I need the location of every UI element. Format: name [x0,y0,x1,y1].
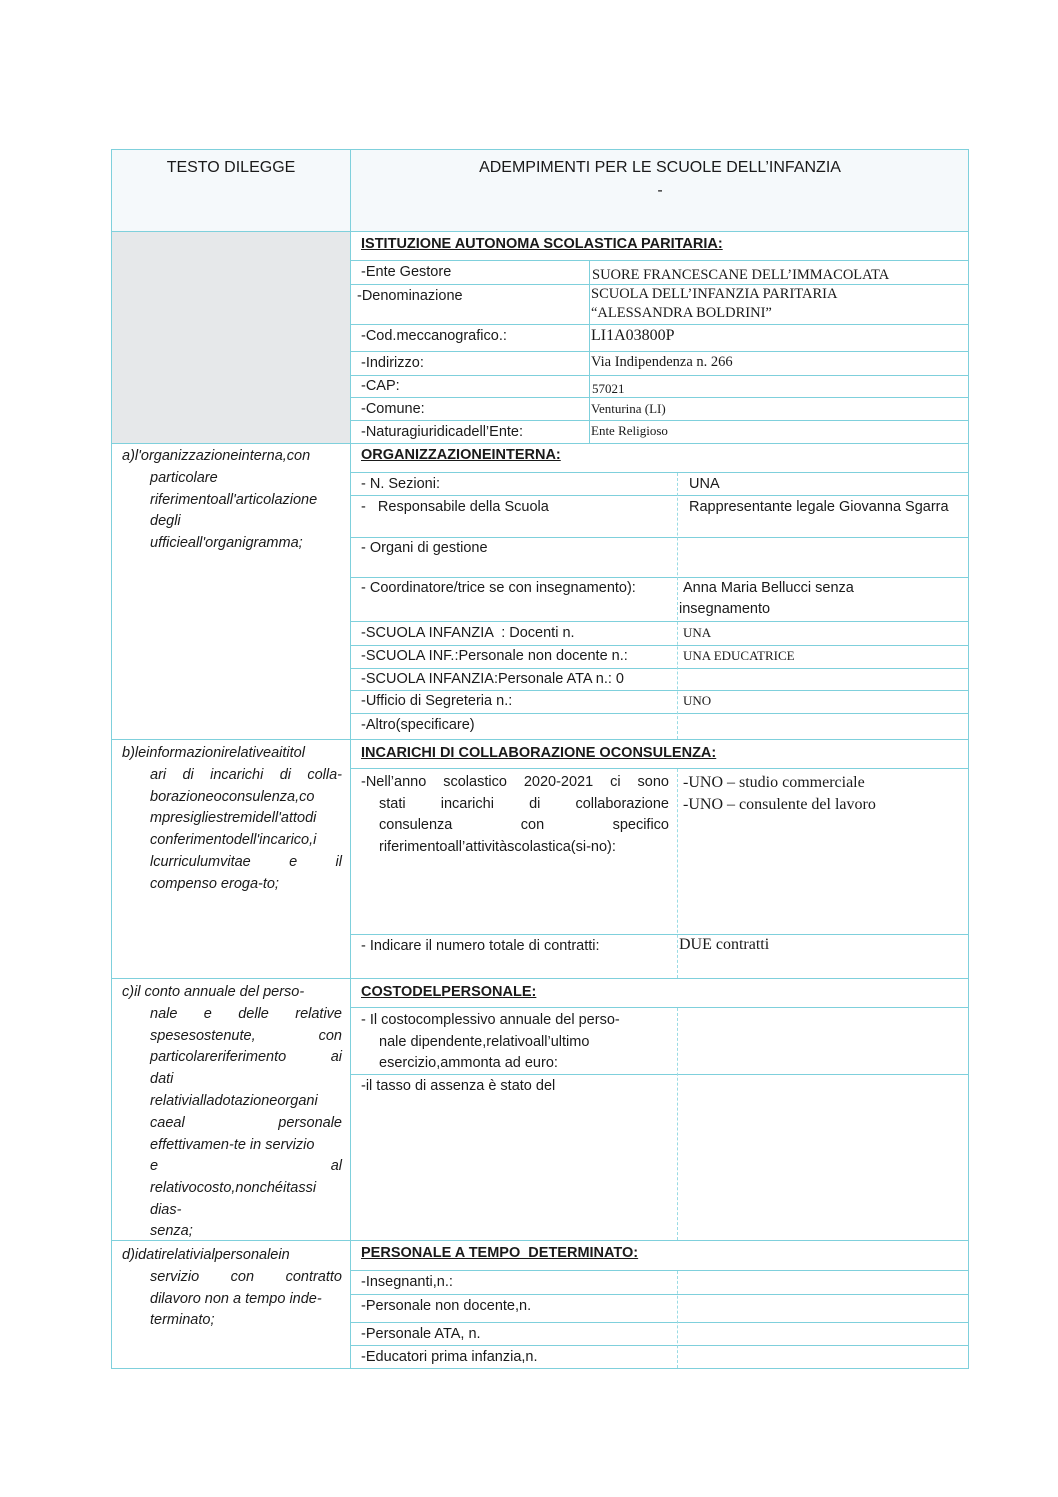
law-text-b-first: b)leinformazionirelativeaititol [122,745,305,761]
header-left-title: TESTO DILEGGE [166,159,296,176]
law-text-a-line: ufficieall'organigramma; [150,535,303,551]
field-label-comune: -Comune: [361,401,425,417]
row-divider [350,1294,969,1295]
row-divider [350,472,969,473]
law-text-b-line: lcurriculumvitae e il [150,854,342,870]
cell-divider [677,769,678,978]
field-value-segreteria: UNO [683,693,712,708]
field-value-ente-gestore: SUORE FRANCESCANE DELL’IMMACOLATA [592,267,890,283]
field-label-cod-meccanografico: -Cod.meccanografico.: [361,328,507,344]
law-text-d-first: d)idatirelativialpersonalein [122,1247,290,1263]
answer-incarichi-1: -UNO – studio commerciale [683,774,865,791]
question-incarichi-first: -Nell’anno scolastico 2020-2021 ci sono [361,774,669,790]
row-divider [111,231,969,232]
row-divider [111,739,969,740]
question-costo-line: esercizio,ammonta ad euro: [379,1055,558,1071]
question-costo-line: nale dipendente,relativoall’ultimo [379,1034,590,1050]
field-label-coordinatore: - Coordinatore/trice se con insegnamento): [361,580,636,596]
cell-divider [677,1271,678,1368]
row-divider [350,260,969,261]
cell-divider [677,473,678,739]
row-divider [350,934,969,935]
law-text-b-line: ari di incarichi di colla- [150,767,342,783]
row-divider [350,1322,969,1323]
field-label-denominazione: -Denominazione [357,288,463,304]
law-text-c-first: c)il conto annuale del perso- [122,984,305,1000]
field-value-sezioni: UNA [689,476,720,492]
field-label-ata: -SCUOLA INFANZIA:Personale ATA n.: 0 [361,671,624,687]
law-text-b-line: compenso eroga-to; [150,876,279,892]
field-label-educatori: -Educatori prima infanzia,n. [361,1349,538,1365]
question-incarichi-line: consulenza con specifico [379,817,669,833]
law-text-c-line: dias- [150,1202,182,1218]
section-title-tempo-determinato: PERSONALE A TEMPO DETERMINATO: [361,1245,639,1261]
field-label-personale-non-docente: -Personale non docente,n. [361,1298,532,1314]
header-dash: - [657,182,663,199]
row-divider [350,495,969,496]
shaded-left-cell [112,232,350,443]
law-text-c-line: senza; [150,1223,193,1239]
header-right-title: ADEMPIMENTI PER LE SCUOLE DELL’INFANZIA [479,159,841,176]
law-text-a-line: degli [150,513,181,529]
field-label-segreteria: -Ufficio di Segreteria n.: [361,693,513,709]
cell-divider [589,261,590,443]
field-value-responsabile: Rappresentante legale Giovanna Sgarra [689,499,949,515]
field-value-coordinatore: Anna Maria Bellucci senza insegnamento [679,580,854,617]
question-incarichi-line: stati incarichi di collaborazione [379,796,669,812]
law-text-c-line: relativialladotazioneorgani [150,1093,318,1109]
field-label-ente-gestore: -Ente Gestore [361,264,452,280]
field-value-cap: 57021 [592,381,625,396]
field-label-indirizzo: -Indirizzo: [361,355,424,371]
law-text-c-line: relativocosto,nonchéitassi [150,1180,317,1196]
law-text-b-line: conferimentodell'incarico,i [150,832,317,848]
field-label-organi-gestione: - Organi di gestione [361,540,488,556]
field-value-non-docente: UNA EDUCATRICE [683,648,795,663]
section-title-incarichi: INCARICHI DI COLLABORAZIONE OCONSULENZA: [361,745,717,761]
law-text-a-line: particolare [150,470,218,486]
column-divider [350,149,351,1369]
field-label-sezioni: - N. Sezioni: [361,476,440,492]
law-text-d-line: dilavoro non a tempo inde- [150,1291,322,1307]
law-text-c-line: spesesostenute, con [150,1028,342,1044]
table-border-right [968,149,969,1369]
row-divider [111,1240,969,1241]
question-incarichi-line: riferimentoall’attivitàscolastica(si-no): [379,839,616,855]
row-divider [350,768,969,769]
field-label-responsabile: - Responsabile della Scuola [361,499,549,515]
answer-incarichi-2: -UNO – consulente del lavoro [683,796,876,813]
law-text-c-line: nale e delle relative [150,1006,342,1022]
field-value-denominazione-line2: “ALESSANDRA BOLDRINI” [591,305,772,321]
row-divider [350,621,969,622]
law-text-c-line: dati [150,1071,174,1087]
field-value-cod-meccanografico: LI1A03800P [591,327,675,344]
row-divider [350,713,969,714]
law-text-c-line: effettivamen-te in servizio [150,1137,315,1153]
row-divider [111,978,969,979]
field-label-insegnanti: -Insegnanti,n.: [361,1274,453,1290]
row-divider [350,375,969,376]
law-text-c-line: e al [150,1158,342,1174]
section-title-istituzione: ISTITUZIONE AUTONOMA SCOLASTICA PARITARIA: [361,236,723,252]
table-border-bottom [111,1368,969,1369]
field-value-natura-giuridica: Ente Religioso [591,423,668,438]
law-text-a-first: a)l'organizzazioneinterna,con [122,448,311,464]
table-border-top [111,149,969,150]
field-label-natura-giuridica: -Naturagiuridicadell’Ente: [361,424,523,440]
field-value-indirizzo: Via Indipendenza n. 266 [591,354,733,370]
field-value-totale-contratti: DUE contratti [679,936,770,953]
row-divider [350,1007,969,1008]
section-title-organizzazione: ORGANIZZAZIONEINTERNA: [361,447,561,463]
law-text-a-line: riferimentoall'articolazione [150,492,318,508]
table-border-left [111,149,112,1369]
law-text-d-line: terminato; [150,1312,215,1328]
law-text-c-line: caeal personale [150,1115,342,1131]
cell-divider [677,1008,678,1240]
question-costo-line: - Il costocomplessivo annuale del perso- [361,1012,620,1028]
row-divider [111,443,969,444]
law-text-b-line: mpresigliestremidell'attodi [150,810,317,826]
row-divider [350,1270,969,1271]
field-label-cap: -CAP: [361,378,400,394]
section-title-costo-personale: COSTODELPERSONALE: [361,984,537,1000]
law-text-d-line: servizio con contratto [150,1269,342,1285]
law-text-c-line: particolareriferimento ai [150,1049,342,1065]
field-label-totale-contratti: - Indicare il numero totale di contratti: [361,938,600,954]
field-label-non-docente: -SCUOLA INF.:Personale non docente n.: [361,648,628,664]
field-value-denominazione: SCUOLA DELL’INFANZIA PARITARIA [591,286,838,302]
field-label-altro: -Altro(specificare) [361,717,475,733]
field-label-personale-ata: -Personale ATA, n. [361,1326,481,1342]
field-label-tasso-assenza: -il tasso di assenza è stato del [361,1078,556,1094]
field-value-docenti: UNA [683,625,712,640]
law-text-b-line: borazioneoconsulenza,co [150,789,315,805]
field-label-docenti: -SCUOLA INFANZIA : Docenti n. [361,625,575,641]
field-value-comune: Venturina (LI) [591,401,666,416]
